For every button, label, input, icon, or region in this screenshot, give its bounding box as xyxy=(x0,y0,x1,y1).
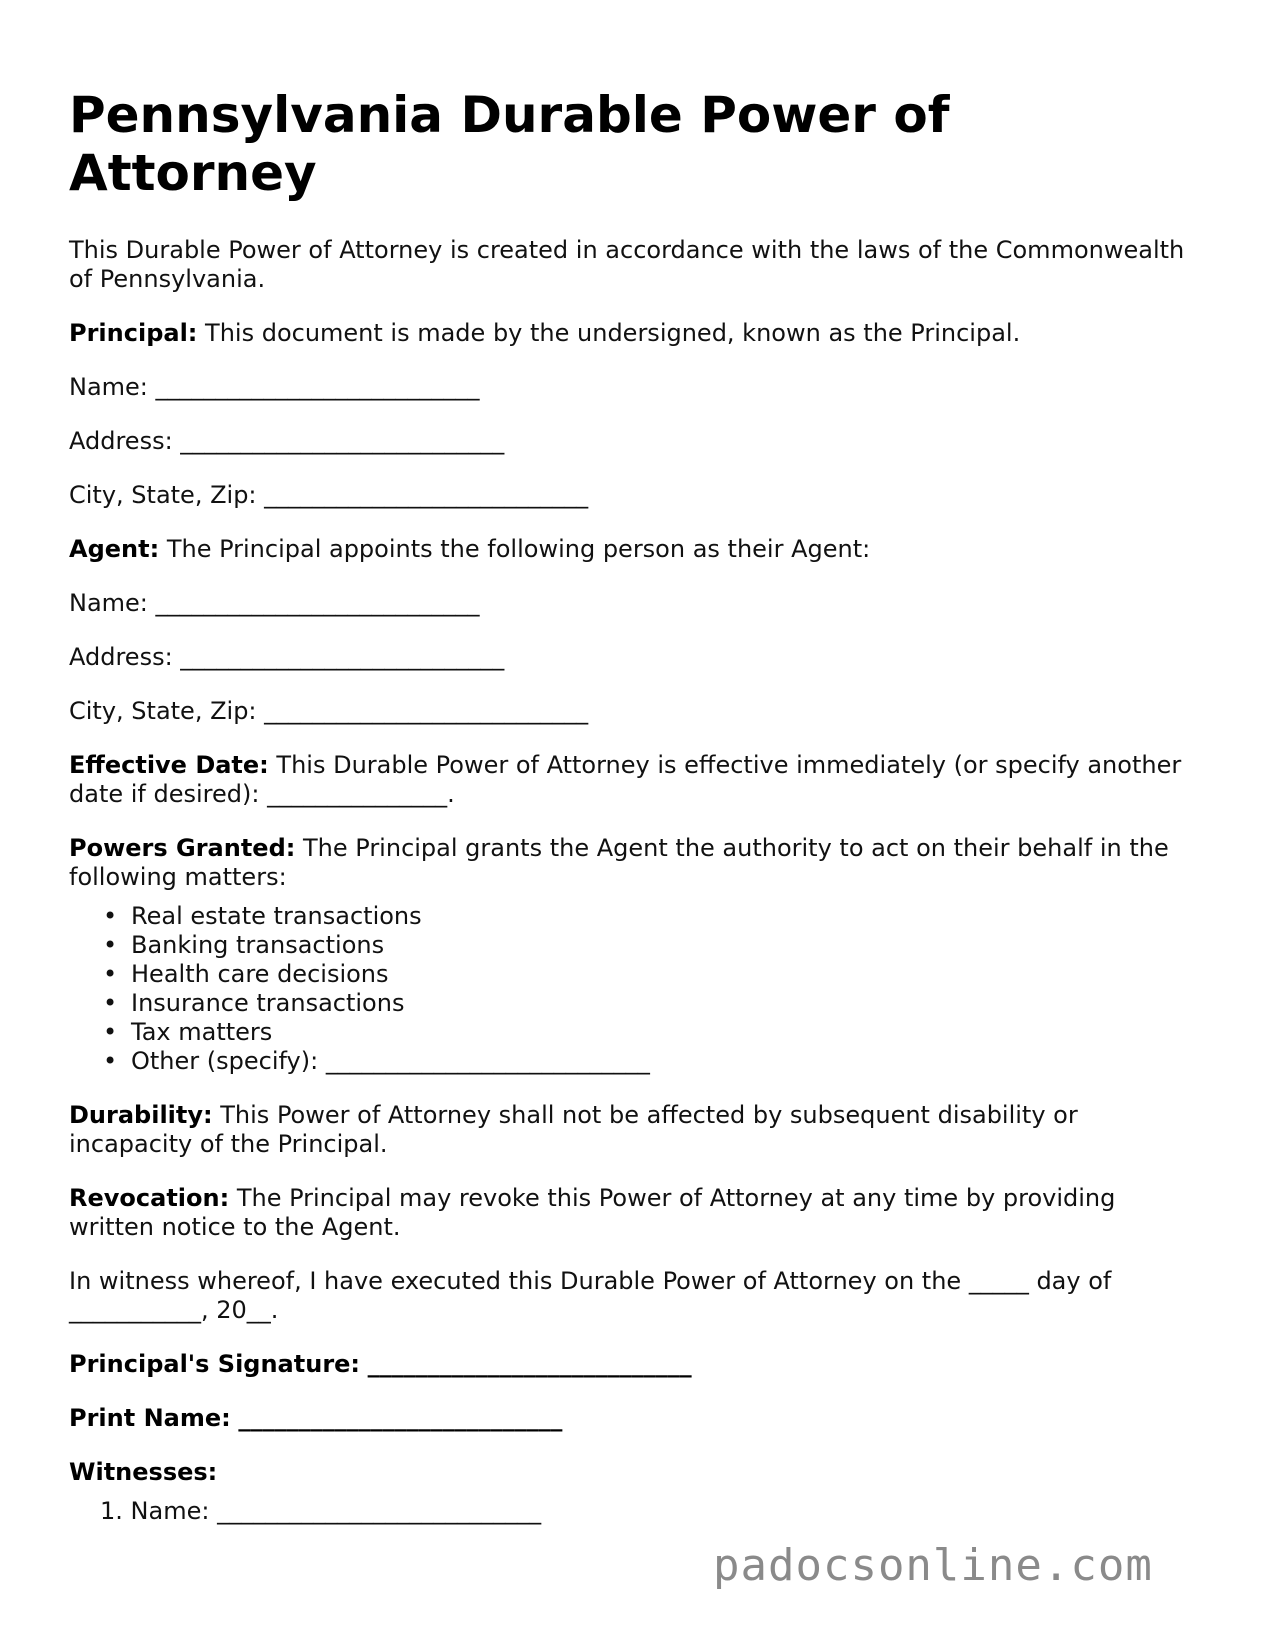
revocation-section xyxy=(69,1184,1199,1242)
effective-date-text: This Durable Power of Attorney is effective immediately (or specify another date if desired): _______________. xyxy=(69,751,1182,808)
list-item: • Health care decisions xyxy=(103,960,389,988)
bullet-icon: • xyxy=(103,960,118,988)
effective-date-label: Effective Date: xyxy=(69,751,269,779)
witness-name-text: Name: ___________________________ xyxy=(130,1497,542,1525)
print-name-line: ___________________________ xyxy=(238,1404,563,1432)
revocation-text: The Principal may revoke this Power of Attorney at any time by providing written notice to the Agent. xyxy=(69,1184,1116,1241)
powers-text: The Principal grants the Agent the authority to act on their behalf in the following matters: xyxy=(69,834,1169,891)
witness-name-field[interactable] xyxy=(100,1497,1199,1526)
principal-signature-line: ___________________________ xyxy=(367,1350,692,1378)
agent-address-field[interactable]: Address: ___________________________ xyxy=(69,643,505,671)
principal-signature-field[interactable] xyxy=(69,1350,1199,1379)
durability-text: This Power of Attorney shall not be affected by subsequent disability or incapacity of the Principal. xyxy=(69,1101,1078,1158)
witnesses-list xyxy=(69,1497,1199,1526)
print-name-label: Print Name: xyxy=(69,1404,231,1432)
bullet-icon: • xyxy=(103,1018,118,1046)
powers-list xyxy=(69,902,1199,1076)
principal-text: This document is made by the undersigned, known as the Principal. xyxy=(205,319,1021,347)
witness-clause[interactable]: In witness whereof, I have executed this Durable Power of Attorney on the _____ day of ___________, 20__. xyxy=(69,1267,1112,1324)
agent-section xyxy=(69,535,1199,564)
agent-city-state-zip-field[interactable]: City, State, Zip: ___________________________ xyxy=(69,697,589,725)
principal-city-state-zip-field[interactable]: City, State, Zip: ___________________________ xyxy=(69,481,589,509)
agent-name-field[interactable]: Name: ___________________________ xyxy=(69,589,480,617)
effective-date-section xyxy=(69,751,1199,809)
print-name-field[interactable] xyxy=(69,1404,1199,1433)
revocation-label: Revocation: xyxy=(69,1184,230,1212)
bullet-icon: • xyxy=(103,902,118,930)
witness-number: 1. xyxy=(100,1497,123,1525)
principal-signature-label: Principal's Signature: xyxy=(69,1350,361,1378)
agent-text: The Principal appoints the following person as their Agent: xyxy=(166,535,871,563)
principal-address-field[interactable]: Address: ___________________________ xyxy=(69,427,505,455)
intro-paragraph: This Durable Power of Attorney is created in accordance with the laws of the Commonwealth of Pennsylvania. xyxy=(69,236,1185,293)
bullet-icon: • xyxy=(103,931,118,959)
durability-section xyxy=(69,1101,1199,1159)
principal-label: Principal: xyxy=(69,319,198,347)
list-item: • Insurance transactions xyxy=(103,989,405,1017)
bullet-icon: • xyxy=(103,989,118,1017)
list-item: • Banking transactions xyxy=(103,931,385,959)
document-page xyxy=(69,86,1199,1526)
watermark: padocsonline.com xyxy=(713,1540,1153,1591)
bullet-icon: • xyxy=(103,1047,118,1075)
document-title: Pennsylvania Durable Power of Attorney xyxy=(69,86,950,202)
list-item: • Tax matters xyxy=(103,1018,273,1046)
witnesses-label: Witnesses: xyxy=(69,1458,218,1486)
principal-section xyxy=(69,319,1199,348)
agent-label: Agent: xyxy=(69,535,160,563)
powers-label: Powers Granted: xyxy=(69,834,296,862)
principal-name-field[interactable]: Name: ___________________________ xyxy=(69,373,480,401)
list-item: • Real estate transactions xyxy=(103,902,422,930)
durability-label: Durability: xyxy=(69,1101,213,1129)
list-item-other[interactable]: • Other (specify): ___________________________ xyxy=(103,1047,650,1075)
powers-section xyxy=(69,834,1199,892)
witnesses-heading xyxy=(69,1458,1199,1487)
